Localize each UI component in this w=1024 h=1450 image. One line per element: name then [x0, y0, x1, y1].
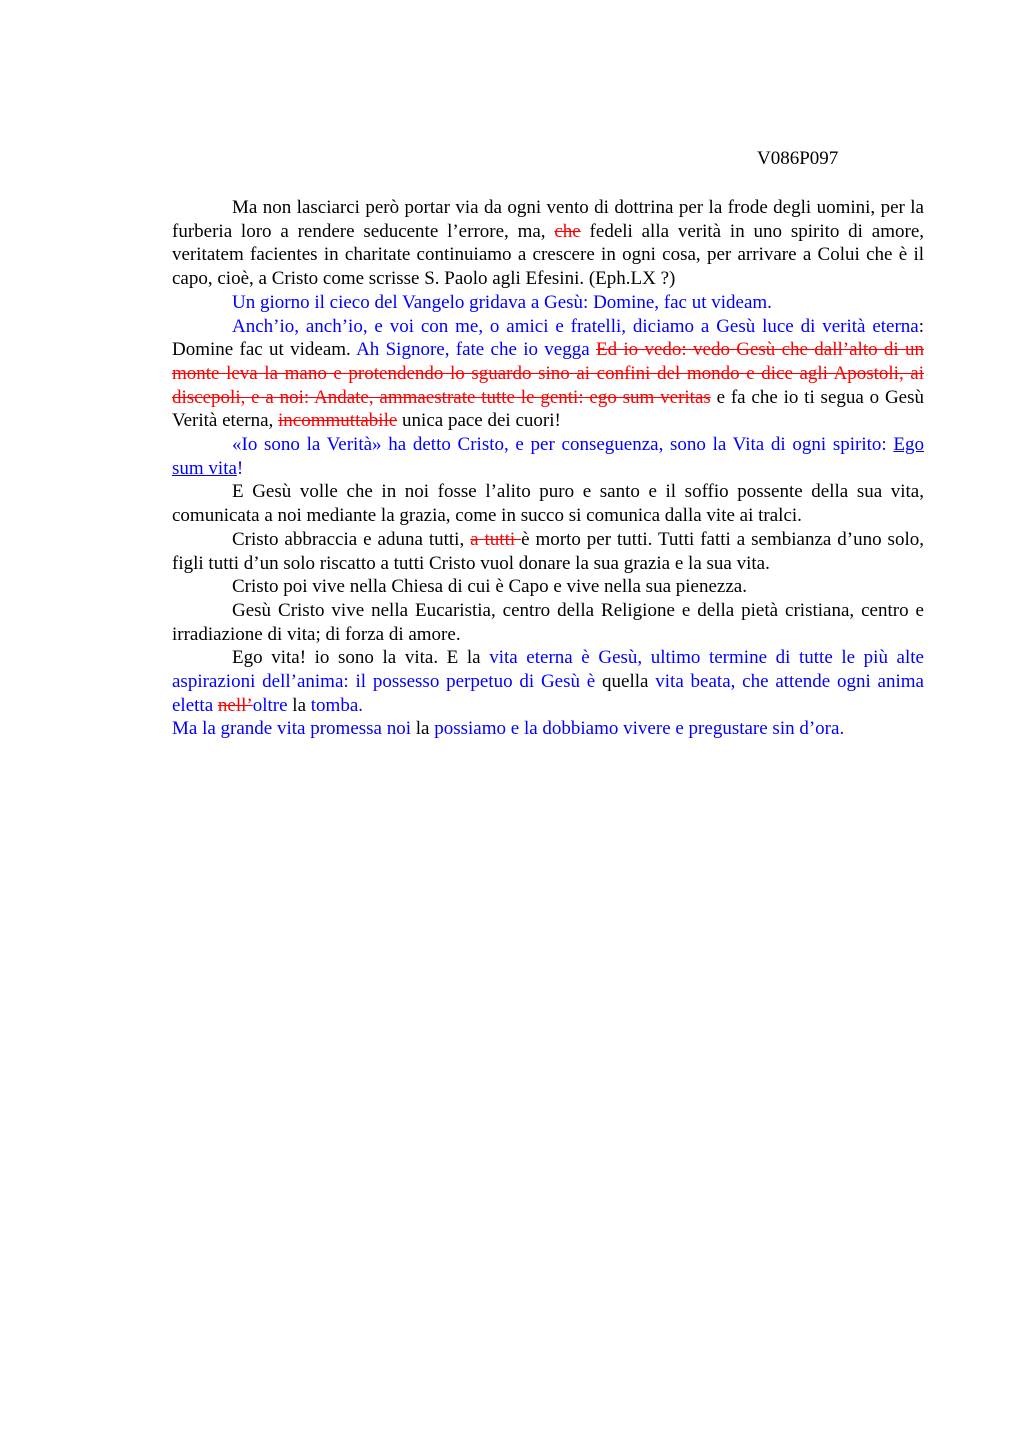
text-segment: e fa che io ti segua o Gesù Verità eterna, [172, 386, 924, 432]
inserted-text: Ah Signore, fate che io vegga [356, 339, 596, 361]
paragraph-9 [172, 646, 924, 717]
inserted-text: vita beata, che attende ogni anima eletta [172, 671, 924, 716]
text-segment: unica pace dei cuori! [397, 410, 561, 432]
text-segment: Cristo abbraccia e aduna tutti, [232, 528, 471, 550]
paragraph-1 [172, 196, 924, 291]
inserted-text: Un giorno il cieco del Vangelo gridava a Gesù: Domine, fac ut videam. [232, 291, 772, 313]
underlined-inserted-text: Ego sum vita [172, 434, 924, 479]
inserted-text: vita eterna è Gesù, ultimo termine di tutte le più alte aspirazioni dell’anima: il possesso perpetuo di Gesù è [172, 647, 924, 693]
inserted-text: oltre [252, 694, 288, 716]
text-segment: Ma non lasciarci però portar via da ogni vento di dottrina per la frode degli uomini, per la furberia loro a rendere seducente l’errore, ma, [172, 197, 924, 242]
deleted-text: che [554, 220, 581, 242]
paragraph-6 [172, 528, 924, 575]
paragraph-2 [172, 291, 924, 315]
paragraph-8 [172, 599, 924, 646]
text-segment: Cristo poi vive nella Chiesa di cui è Capo e vive nella sua pienezza. [232, 576, 747, 598]
text-segment: quella [595, 671, 656, 693]
document-body [172, 196, 924, 741]
paragraph-10 [172, 717, 924, 741]
inserted-text: tomba. [310, 694, 364, 716]
text-segment: Ego vita! io sono la vita. E la [232, 647, 490, 669]
text-segment: è morto per tutti. Tutti fatti a sembianza d’uno solo, figli tutti d’un solo riscatto a tutti Cristo vuol donare la sua grazia e la sua vita. [172, 528, 924, 574]
inserted-text: ! [236, 457, 244, 479]
page-identifier: V086P097 [757, 148, 839, 169]
paragraph-7 [172, 575, 924, 599]
paragraph-5 [172, 480, 924, 527]
inserted-text: Ma la grande vita promessa noi [172, 718, 412, 740]
inserted-text: Anch’io, anch’io, e voi con me, o amici e fratelli, diciamo a Gesù luce di verità eterna [232, 315, 919, 337]
text-segment: la [287, 694, 311, 716]
text-segment: : Domine fac ut videam. [172, 315, 924, 361]
inserted-text: «Io sono la Verità» ha detto Cristo, e per conseguenza, sono la Vita di ogni spirito: [232, 434, 894, 456]
deleted-text: nell’ [217, 694, 253, 716]
deleted-text: Ed io vedo: vedo Gesù che dall’alto di un monte leva la mano e protendendo lo sguardo sino ai confini del mondo e dice agli Apostoli, ai discepoli, e a noi: Andate, ammaestrate tutte le genti: ego sum veritas [172, 339, 924, 408]
inserted-text: possiamo e la dobbiamo vivere e pregustare sin d’ora. [434, 718, 845, 740]
text-segment: fedeli alla verità in uno spirito di amore, veritatem facientes in charitate continuiamo a crescere in ogni cosa, per arrivare a Colui che è il capo, cioè, a Cristo come scrisse S. Paolo agli Efesini. (Eph.LX ?) [172, 220, 924, 290]
text-segment: Gesù Cristo vive nella Eucaristia, centro della Religione e della pietà cristiana, centro e irradiazione di vita; di forza di amore. [172, 599, 924, 645]
deleted-text: incommuttabile [278, 410, 398, 432]
deleted-text: a tutti [470, 528, 522, 550]
paragraph-3 [172, 315, 924, 434]
text-segment: la [411, 718, 435, 740]
paragraph-4 [172, 433, 924, 480]
text-segment: E Gesù volle che in noi fosse l’alito puro e santo e il soffio possente della sua vita, comunicata a noi mediante la grazia, come in succo si comunica dalla vite ai tralci. [172, 481, 924, 527]
